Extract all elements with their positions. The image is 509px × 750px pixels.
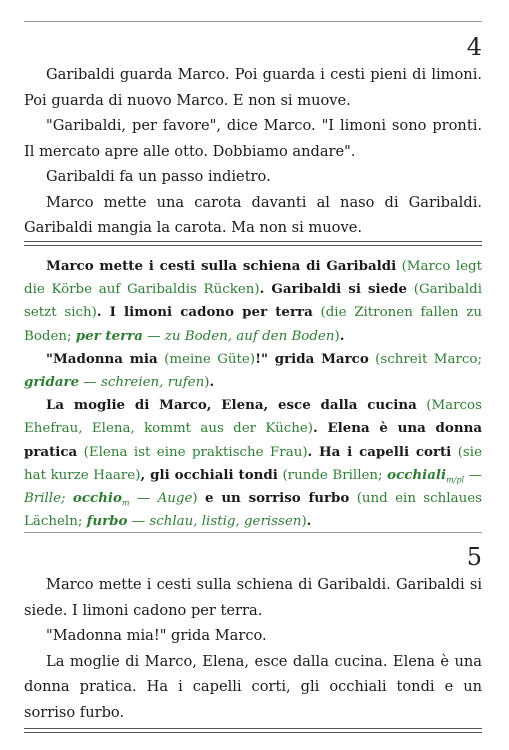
page-4-story <box>24 62 482 241</box>
story-paragraph: Garibaldi guarda Marco. Poi guarda i cesti pieni di limoni. Poi guarda di nuovo Marco. E non si muove. <box>24 66 482 109</box>
page-number-5: 5 <box>466 543 482 571</box>
page-5-story <box>24 572 482 725</box>
glossary-block <box>24 255 482 533</box>
page-number-4: 4 <box>466 33 482 61</box>
gloss-paragraph: "Madonna mia (meine Güte)!" grida Marco (schreit Marco; gridare — schreien, rufen). <box>24 350 482 391</box>
gloss-paragraph: Marco mette i cesti sulla schiena di Garibaldi (Marco legt die Körbe auf Garibaldis Rücken). Garibaldi si siede (Garibaldi setzt sich). I limoni cadono per terra (die Zitronen fallen zu Boden; per terra — zu Boden, auf den Boden). <box>24 258 482 344</box>
story-paragraph: Marco mette una carota davanti al naso di Garibaldi. Garibaldi mangia la carota. Ma non si muove. <box>24 193 482 236</box>
bottom-divider <box>24 728 482 733</box>
story-paragraph: "Madonna mia!" grida Marco. <box>46 627 267 644</box>
story-paragraph: Marco mette i cesti sulla schiena di Garibaldi. Garibaldi si siede. I limoni cadono per terra. <box>24 576 482 619</box>
gloss-paragraph: La moglie di Marco, Elena, esce dalla cucina (Marcos Ehefrau, Elena, kommt aus der Küche). Elena è una donna pratica (Elena ist eine praktische Frau). Ha i capelli corti (sie hat kurze Haare), gli occhiali tondi (runde Brillen; occhiali$_{m/pl}$ — Brille; occhio$_m$ — Auge) e un sorriso furbo (und ein schlaues Lächeln; furbo — schlau, listig, gerissen). <box>24 397 483 530</box>
top-divider <box>24 21 482 22</box>
story-paragraph: Garibaldi fa un passo indietro. <box>46 168 271 185</box>
section-divider <box>24 241 482 246</box>
story-paragraph: "Garibaldi, per favore", dice Marco. "I limoni sono pronti. Il mercato apre alle otto. Dobbiamo andare". <box>24 117 482 160</box>
page-divider <box>24 532 482 533</box>
story-paragraph: La moglie di Marco, Elena, esce dalla cucina. Elena è una donna pratica. Ha i capelli corti, gli occhiali tondi e un sorriso furbo. <box>24 652 482 721</box>
